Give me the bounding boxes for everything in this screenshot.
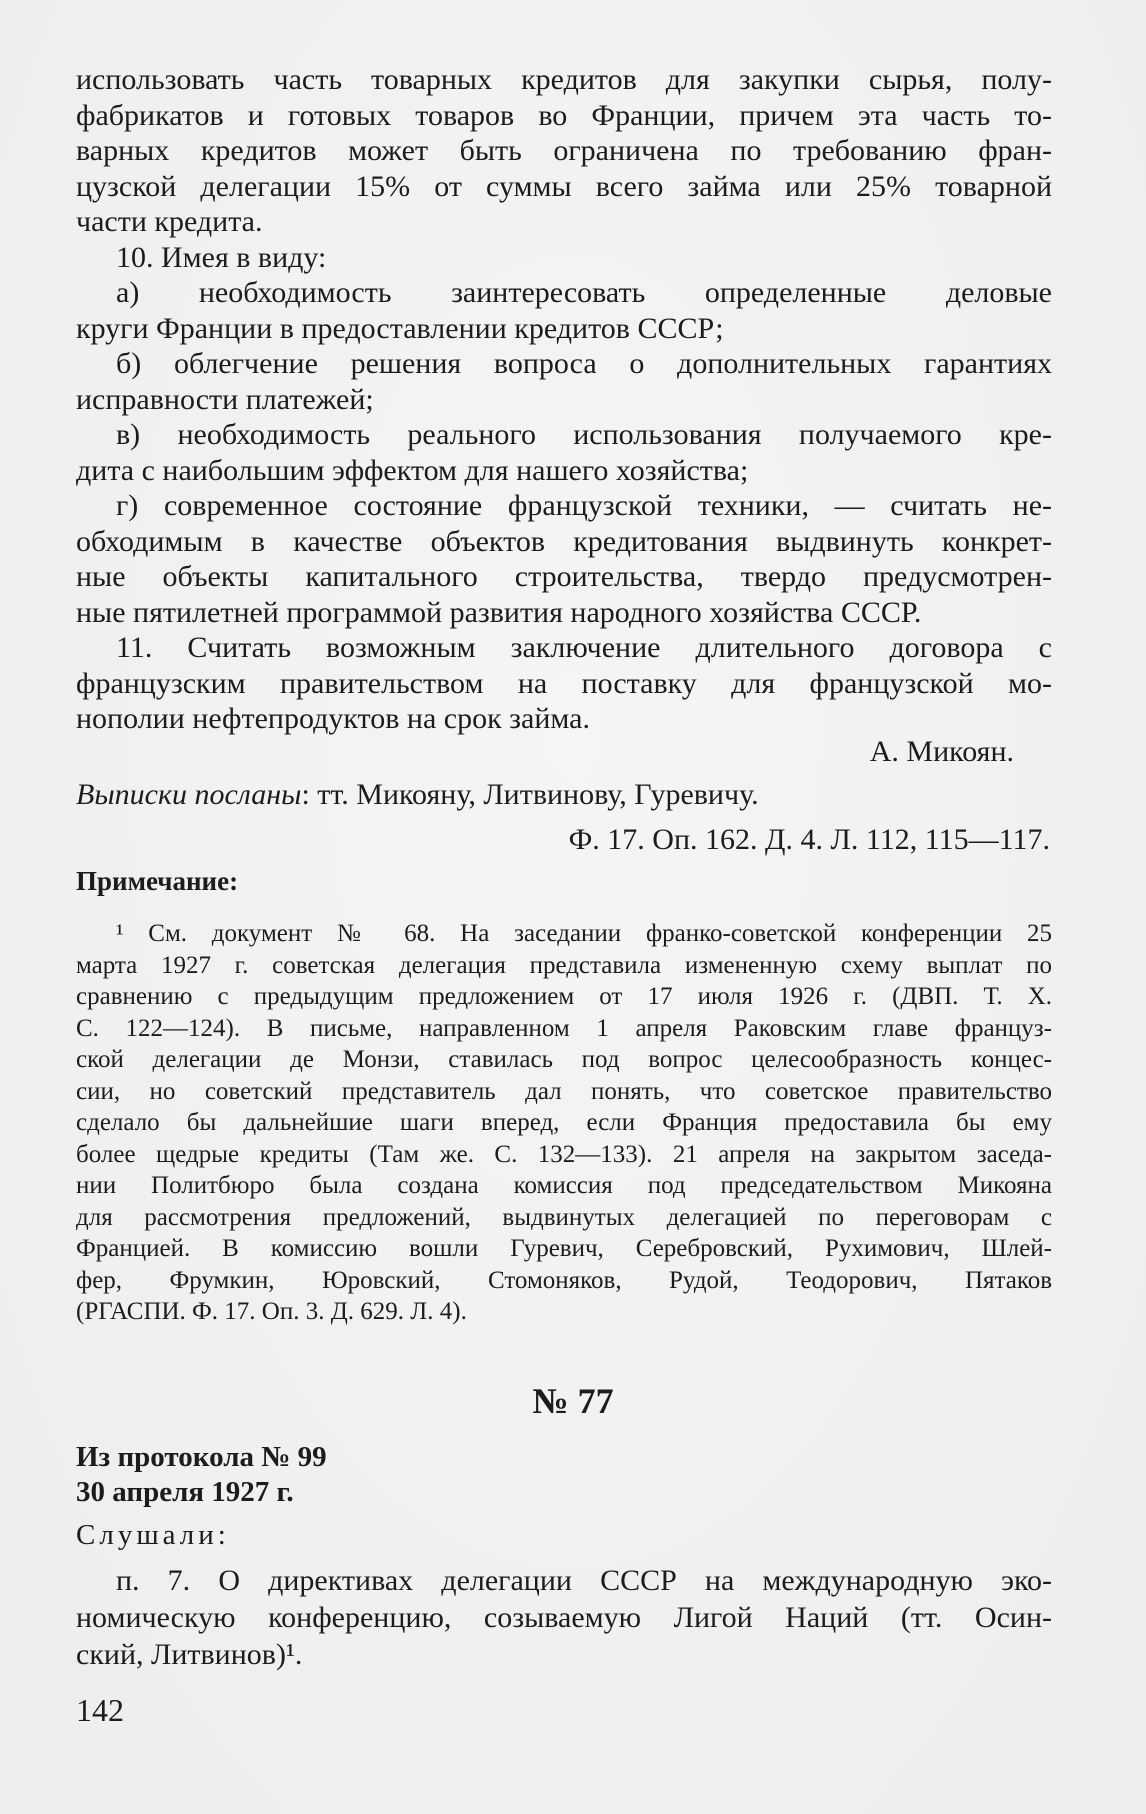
text-line: С. 122—124). В письме, направленном 1 апреля Раковским главе француз- [76, 1014, 1052, 1042]
text-line: обходимым в качестве объектов кредитования выдвинуть конкрет- [76, 524, 1052, 558]
text-line: нии Политбюро была создана комиссия под председательством Микояна [76, 1172, 1052, 1199]
text-line: ные пятилетней программой развития народного хозяйства СССР. [76, 595, 922, 629]
text-line: б) облегчение решения вопроса о дополнительных гарантиях [116, 347, 1052, 380]
heard-label: Слушали: [76, 1519, 230, 1551]
text-line: фабрикатов и готовых товаров во Франции, причем эта часть то- [76, 98, 1052, 132]
main-text [76, 62, 1052, 737]
text-line: а) необходимость заинтересовать определенные деловые [116, 276, 1052, 309]
text-line: сравнению с предыдущим предложением от 17 июля 1926 г. (ДВП. Т. Х. [76, 983, 1052, 1010]
text-line: варных кредитов может быть ограничена по требованию фран- [76, 134, 1052, 167]
text-line: цузской делегации 15% от суммы всего займа или 25% товарной [76, 169, 1052, 203]
text-line: части кредита. [76, 205, 263, 238]
text-line: ской делегации де Монзи, ставилась под вопрос целесообразность концес- [76, 1046, 1052, 1073]
text-line: ¹ См. документ № 68. На заседании франко-советской конференции 25 [116, 920, 1052, 947]
protocol-header [76, 1440, 327, 1510]
page-number: 142 [76, 1692, 124, 1728]
text-line: г) современное состояние французской техники, — считать не- [116, 489, 1052, 522]
text-line: для рассмотрения предложений, выдвинутых делегацией по переговорам с [76, 1203, 1052, 1231]
text-line: марта 1927 г. советская делегация представила измененную схему выплат по [76, 951, 1052, 979]
text-line: дита с наибольшим эффектом для нашего хозяйства; [76, 453, 749, 487]
archive-reference: Ф. 17. Оп. 162. Д. 4. Л. 112, 115—117. [568, 823, 1050, 856]
text-line: использовать часть товарных кредитов для закупки сырья, полу- [76, 63, 1052, 96]
text-line: фер, Фрумкин, Юровский, Стомоняков, Рудой, Теодорович, Пятаков [76, 1266, 1052, 1294]
note-heading: Примечание: [76, 866, 239, 896]
extracts-sent-line [76, 778, 759, 812]
text-line: Францией. В комиссию вошли Гуревич, Серебровский, Рухимович, Шлей- [76, 1235, 1052, 1262]
footnote [76, 918, 1052, 1328]
protocol-date: 30 апреля 1927 г. [76, 1476, 294, 1508]
text-line: 11. Считать возможным заключение длительного договора с [116, 631, 1052, 664]
text-line: более щедрые кредиты (Там же. С. 132—133). 21 апреля на закрытом заседа- [76, 1140, 1052, 1168]
text-line: французским правительством на поставку для французской мо- [76, 666, 1052, 700]
protocol-title: Из протокола № 99 [76, 1441, 327, 1473]
text-line: нополии нефтепродуктов на срок займа. [76, 702, 590, 735]
agenda-item [76, 1562, 1052, 1673]
text-line: исправности платежей; [76, 382, 374, 416]
text-line: номическую конференцию, созываемую Лигой Наций (тт. Осин- [76, 1601, 1052, 1634]
signature: А. Микоян. [869, 735, 1014, 768]
text-line: круги Франции в предоставлении кредитов СССР; [76, 311, 724, 345]
text-line: в) необходимость реального использования получаемого кре- [116, 418, 1052, 451]
text-line: (РГАСПИ. Ф. 17. Оп. 3. Д. 629. Л. 4). [76, 1298, 467, 1325]
text-line: 10. Имея в виду: [116, 240, 327, 274]
extracts-sent-label: Выписки посланы [76, 778, 302, 811]
text-line: сии, но советский представитель дал понять, что советское правительство [76, 1077, 1052, 1105]
text-line: ский, Литвинов)¹. [76, 1638, 303, 1671]
text-line: сделало бы дальнейшие шаги вперед, если Франция предоставила бы ему [76, 1109, 1052, 1136]
text-line: ные объекты капитального строительства, твердо предусмотрен- [76, 560, 1052, 593]
document-number: № 77 [532, 1381, 614, 1421]
text-line: п. 7. О директивах делегации СССР на международную эко- [116, 1564, 1052, 1597]
extracts-sent-recipients: : тт. Микояну, Литвинову, Гуревичу. [301, 778, 759, 811]
